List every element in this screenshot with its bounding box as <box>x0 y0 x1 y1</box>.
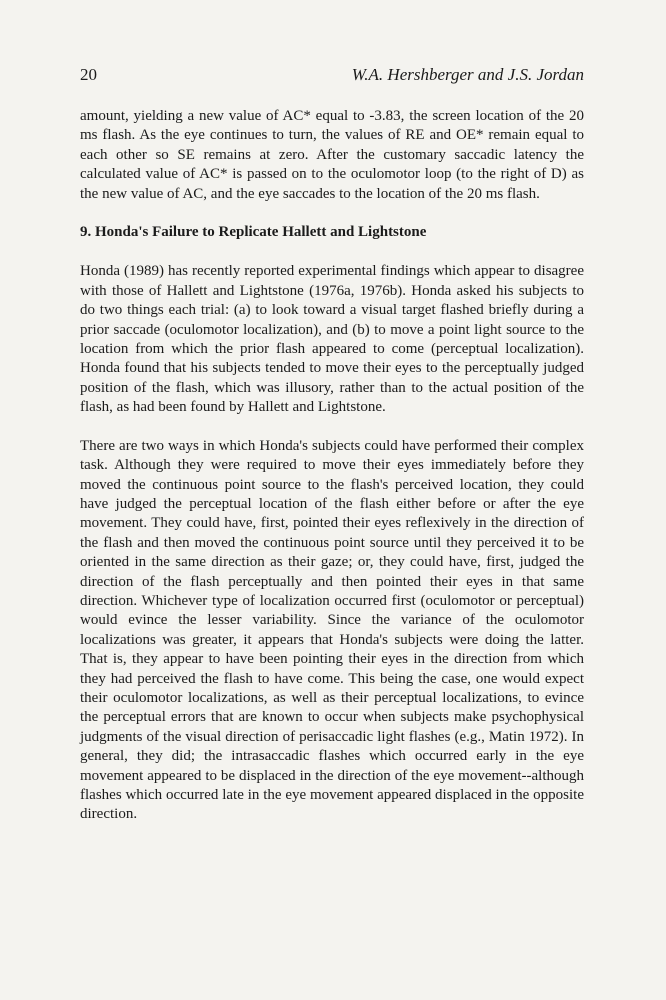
paragraph-continuation: amount, yielding a new value of AC* equal to -3.83, the screen location of the 20 ms flash. As the eye continues to turn, the values of RE and OE* remain equal to each other so SE remains at zero. After the customary saccadic latency the calculated value of AC* is passed on to the oculomotor loop (to the right of D) as the new value of AC, and the eye saccades to the location of the 20 ms flash. <box>80 108 584 202</box>
paragraph-honda-findings: Honda (1989) has recently reported experimental findings which appear to disagree with those of Hallett and Lightstone (1976a, 1976b). Honda asked his subjects to do two things each trial: (a) to look toward a visual target flashed briefly during a prior saccade (oculomotor localization), and (b) to move a point light source to the location from which the prior flash appeared to come (perceptual localization). Honda found that his subjects tended to move their eyes to the perceptually judged position of the flash, which was illusory, rather than to the actual position of the flash, as had been found by Hallett and Lightstone. <box>80 263 584 416</box>
paragraph-two-ways: There are two ways in which Honda's subjects could have performed their complex task. Although they were required to move their eyes immediately before they moved the continuous point source to the flash's perceived location, they could have judged the perceptual location of the flash either before or after the eye movement. They could have, first, pointed their eyes reflexively in the direction of the flash and then moved the continuous point source until they perceived it to be oriented in the same direction as their gaze; or, they could have, first, judged the direction of the flash perceptually and then pointed their eyes in that same direction. Whichever type of localization occurred first (oculomotor or perceptual) would evince the lesser variability. Since the variance of the oculomotor localizations was greater, it appears that Honda's subjects were doing the latter. That is, they appear to have been pointing their eyes in the direction from which they had perceived the flash to have come. This being the case, one would expect their oculomotor localizations, as well as their perceptual localizations, to evince the perceptual errors that are known to occur when subjects make psychophysical judgments of the visual direction of perisaccadic light flashes (e.g., Matin 1972). In general, they did; the intrasaccadic flashes which occurred early in the eye movement appeared to be displaced in the direction of the eye movement--although flashes which occurred late in the eye movement appeared displaced in the opposite direction. <box>80 437 584 823</box>
page-header <box>80 63 584 87</box>
section-heading: 9. Honda's Failure to Replicate Hallett and Lightstone <box>80 224 427 241</box>
page-number: 20 <box>80 65 97 84</box>
body-text <box>80 107 584 844</box>
running-head: W.A. Hershberger and J.S. Jordan <box>351 65 584 84</box>
